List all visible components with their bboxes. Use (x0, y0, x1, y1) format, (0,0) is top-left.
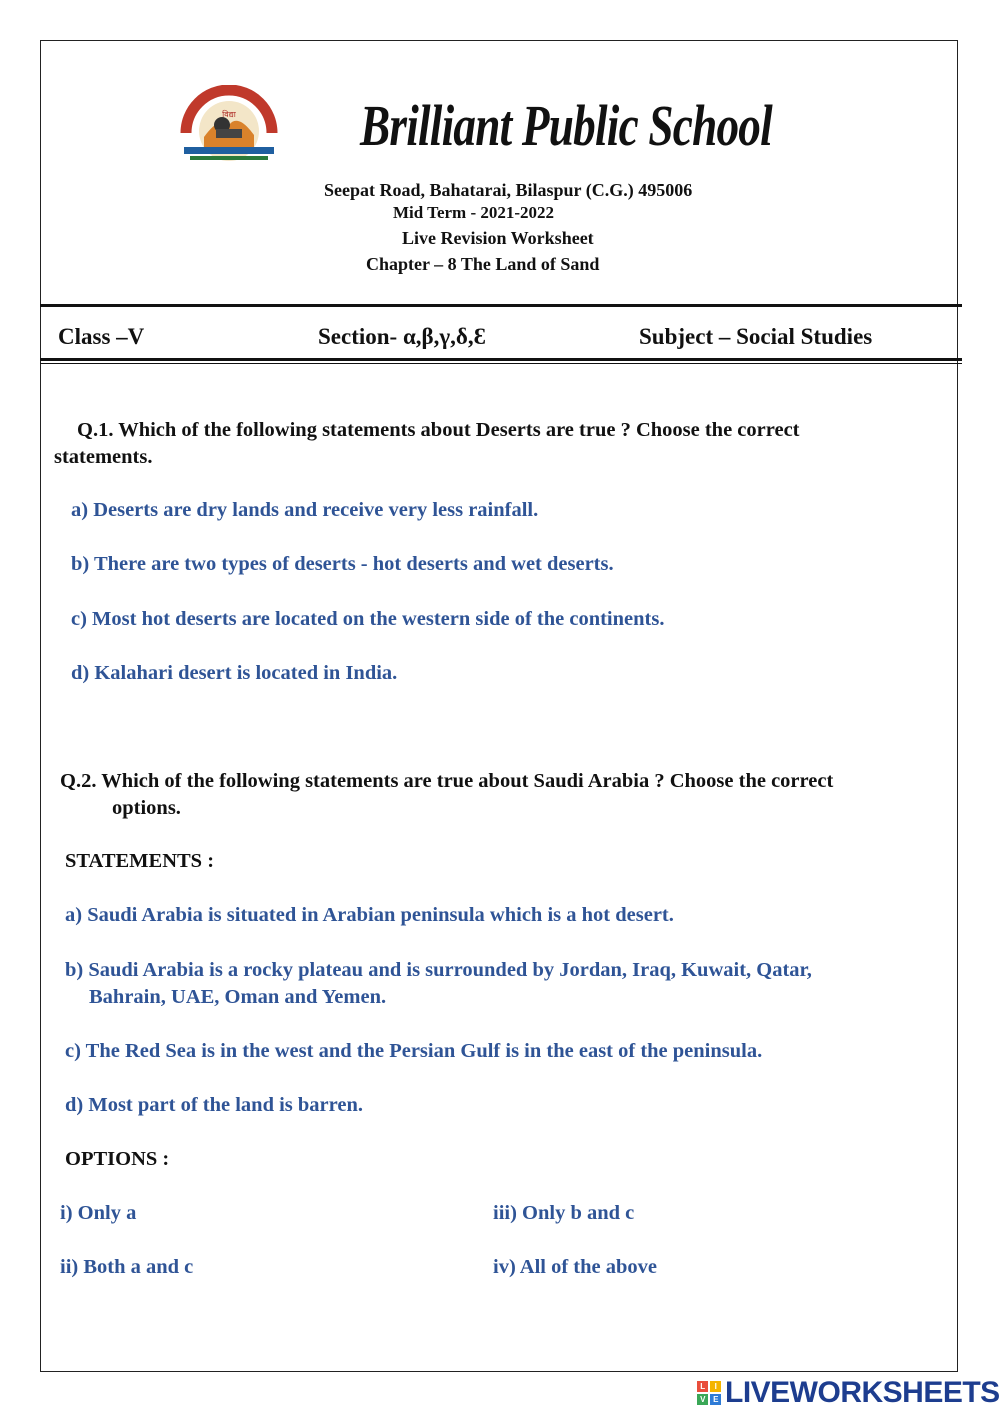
divider-top (40, 304, 962, 307)
divider-bottom-thin (40, 363, 962, 364)
q2-text-line2: options. (112, 797, 181, 819)
q1-text-line1: Q.1. Which of the following statements about Deserts are true ? Choose the correct (77, 419, 800, 441)
term-label: Mid Term - 2021-2022 (393, 203, 555, 222)
q2-option-iv[interactable]: iv) All of the above (493, 1256, 657, 1278)
school-address: Seepat Road, Bahatarai, Bilaspur (C.G.) 495006 (324, 180, 693, 200)
q2-text-line1: Q.2. Which of the following statements are true about Saudi Arabia ? Choose the correct (60, 770, 834, 792)
brand-text: LIVEWORKSHEETS (725, 1376, 1000, 1409)
liveworksheets-logo-icon (697, 1381, 721, 1405)
logo-letter-v: V (697, 1394, 708, 1405)
q2-option-i[interactable]: i) Only a (60, 1202, 137, 1224)
q2-statement-a: a) Saudi Arabia is situated in Arabian peninsula which is a hot desert. (65, 904, 674, 926)
q2-statement-c: c) The Red Sea is in the west and the Persian Gulf is in the east of the peninsula. (65, 1040, 763, 1062)
q1-text-line2: statements. (54, 446, 153, 468)
q2-statement-b-line2: Bahrain, UAE, Oman and Yemen. (89, 986, 387, 1008)
class-label: Class –V (58, 324, 145, 349)
q2-option-iii[interactable]: iii) Only b and c (493, 1202, 635, 1224)
q2-option-ii[interactable]: ii) Both a and c (60, 1256, 194, 1278)
q1-option-c[interactable]: c) Most hot deserts are located on the western side of the continents. (71, 608, 665, 630)
school-logo (180, 85, 278, 165)
logo-letter-i: I (710, 1381, 721, 1392)
section-label: Section- α,β,γ,δ,Ɛ (318, 324, 486, 349)
logo-text: विद्या (222, 110, 236, 119)
logo-letter-l: L (697, 1381, 708, 1392)
logo-letter-e: E (710, 1394, 721, 1405)
q2-statement-d: d) Most part of the land is barren. (65, 1094, 364, 1116)
liveworksheets-brand[interactable] (697, 1378, 1000, 1408)
divider-bottom (40, 358, 962, 361)
chapter-title: Chapter – 8 The Land of Sand (366, 254, 600, 274)
q2-statement-b-line1: b) Saudi Arabia is a rocky plateau and is surrounded by Jordan, Iraq, Kuwait, Qatar, (65, 959, 812, 981)
options-label: OPTIONS : (65, 1148, 170, 1170)
q1-option-b[interactable]: b) There are two types of deserts - hot deserts and wet deserts. (71, 553, 614, 575)
q1-option-d[interactable]: d) Kalahari desert is located in India. (71, 662, 398, 684)
subject-label: Subject – Social Studies (639, 324, 873, 349)
statements-label: STATEMENTS : (65, 850, 215, 872)
worksheet-title: Live Revision Worksheet (402, 228, 594, 248)
q1-option-a[interactable]: a) Deserts are dry lands and receive very less rainfall. (71, 499, 539, 521)
school-name: Brilliant Public School (360, 93, 772, 158)
